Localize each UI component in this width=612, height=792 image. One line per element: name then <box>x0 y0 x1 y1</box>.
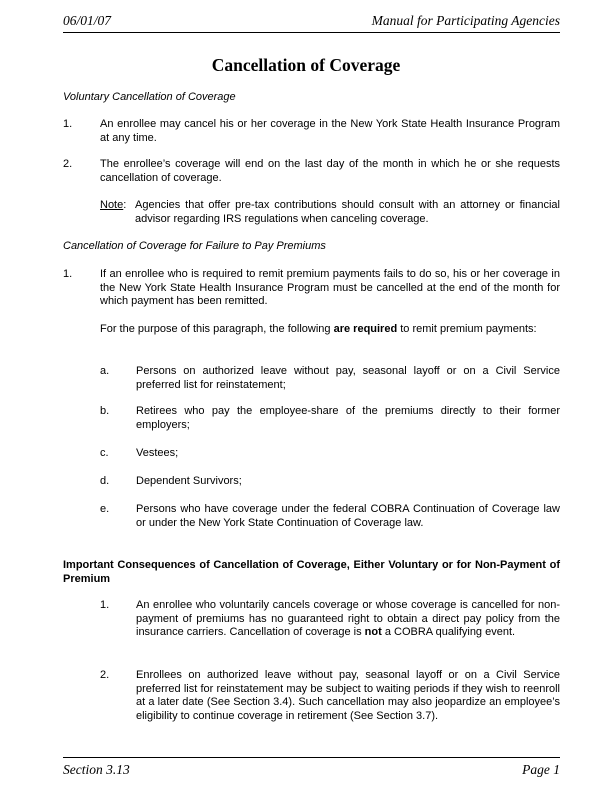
footer-divider <box>63 757 560 758</box>
required-paragraph-end: to remit premium payments: <box>397 323 537 335</box>
consequence-item-2-text: Enrollees on authorized leave without pay, seasonal layoff or on a Civil Service preferred list for reinstatement may be subject to waiting periods if they wish to reenroll at a later date (See Section 3.4). Such cancellation may also jeopardize an employee’s eligibility to continue coverage in retirement (See Section 3.7). <box>136 669 560 722</box>
section-heading-consequences: Important Consequences of Cancellation of Coverage, Either Voluntary or for Non-Payment of Premium <box>63 559 560 585</box>
header-date: 06/01/07 <box>63 13 112 28</box>
header-divider <box>63 32 560 33</box>
list-item-c-letter: c. <box>100 447 109 459</box>
section-heading-nonpayment: Cancellation of Coverage for Failure to Pay Premiums <box>63 240 326 252</box>
list-item-a-text: Persons on authorized leave without pay, seasonal layoff or on a Civil Service preferred list for reinstatement; <box>136 365 560 391</box>
consequence-item-1-start: An enrollee who voluntarily cancels coverage or whose coverage is cancelled for non-payment of premiums has no guaranteed right to obtain a direct pay policy from the insurance carriers. Cancellation of coverage is <box>136 599 560 639</box>
consequence-item-2-number: 2. <box>100 669 110 681</box>
voluntary-item-1-text: An enrollee may cancel his or her coverage in the New York State Health Insurance Program at any time. <box>100 118 560 144</box>
list-item-e-text: Persons who have coverage under the federal COBRA Continuation of Coverage law or under the New York State Continuation of Coverage law. <box>136 503 560 529</box>
list-item-d-text: Dependent Survivors; <box>136 475 242 487</box>
voluntary-item-1-number: 1. <box>63 118 73 130</box>
list-item-d-letter: d. <box>100 475 110 487</box>
footer-page-number: Page 1 <box>522 762 560 777</box>
footer-section: Section 3.13 <box>63 762 130 777</box>
voluntary-item-2-number: 2. <box>63 158 73 170</box>
voluntary-item-2-text: The enrollee’s coverage will end on the last day of the month in which he or she requests cancellation of coverage. <box>100 158 560 184</box>
section-heading-voluntary: Voluntary Cancellation of Coverage <box>63 91 236 103</box>
note-text: Agencies that offer pre-tax contributions should consult with an attorney or financial advisor regarding IRS regulations when canceling coverage. <box>135 199 560 225</box>
nonpayment-item-1-number: 1. <box>63 268 73 280</box>
note-label: Note <box>100 199 124 211</box>
required-paragraph <box>100 323 560 337</box>
list-item-c-text: Vestees; <box>136 447 179 459</box>
page-title: Cancellation of Coverage <box>211 55 401 75</box>
nonpayment-item-1-text: If an enrollee who is required to remit premium payments fails to do so, his or her coverage in the New York State Health Insurance Program must be cancelled at the end of the month for which payment has been remitted. <box>100 268 560 308</box>
consequence-item-1-bold: not <box>364 626 382 639</box>
note-colon: : <box>123 199 127 211</box>
header-manual-title: Manual for Participating Agencies <box>371 13 560 28</box>
consequence-item-1-number: 1. <box>100 599 110 611</box>
page-footer <box>63 762 560 782</box>
list-item-b-letter: b. <box>100 405 110 417</box>
consequence-item-1-text <box>136 599 560 640</box>
list-item-b-text: Retirees who pay the employee-share of the premiums directly to their former employers; <box>136 405 560 431</box>
note-label-wrap <box>100 199 126 213</box>
required-paragraph-bold: are required <box>333 323 398 335</box>
list-item-e-letter: e. <box>100 503 110 515</box>
page-header <box>63 13 560 33</box>
consequence-item-1-end: a COBRA qualifying event. <box>381 626 516 639</box>
required-paragraph-start: For the purpose of this paragraph, the following <box>100 323 334 335</box>
list-item-a-letter: a. <box>100 365 110 377</box>
